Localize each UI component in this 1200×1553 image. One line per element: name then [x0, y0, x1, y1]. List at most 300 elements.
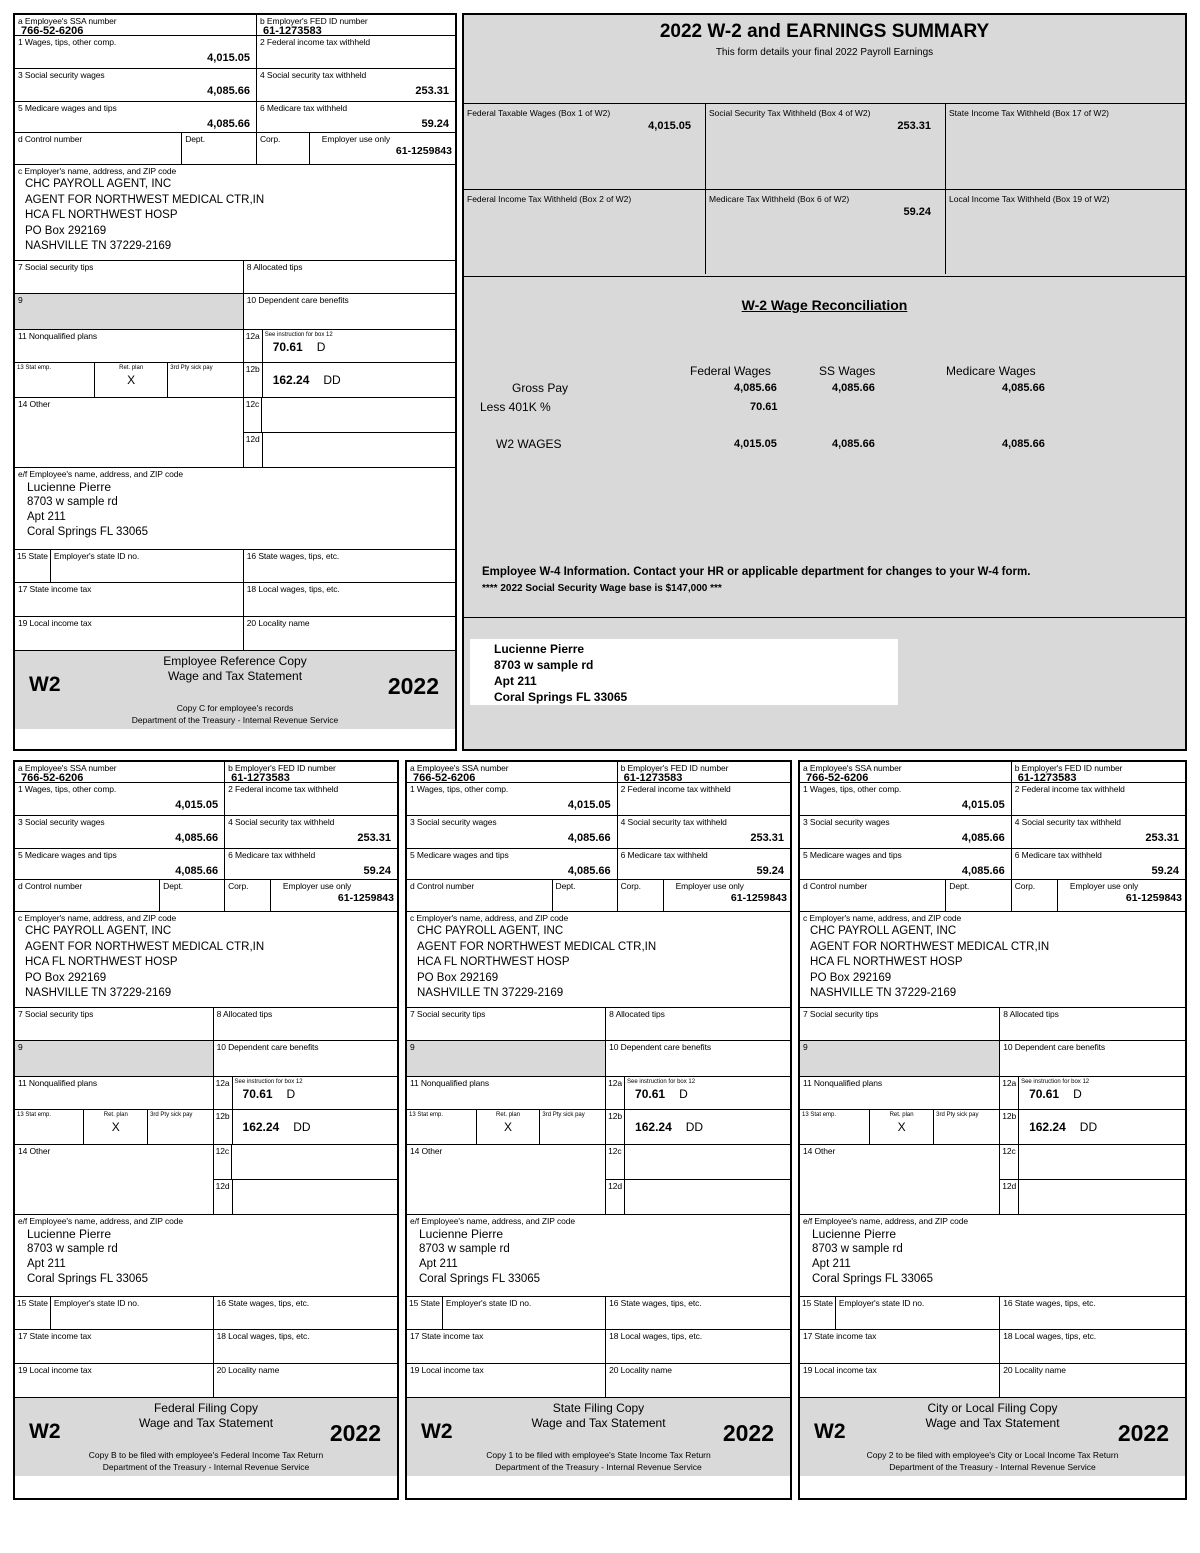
row-15-16: [15, 1297, 397, 1330]
dept-treasury: Department of the Treasury - Internal Revenue Service: [131, 715, 339, 725]
box-17: [407, 1330, 606, 1363]
box-c: [407, 912, 790, 1007]
box-12b-entry: [1019, 1120, 1185, 1134]
medicare-tax-label: Medicare Tax Withheld (Box 6 of W2): [709, 194, 850, 204]
box-12b-label: 12b: [214, 1110, 233, 1144]
row-1-2: [15, 36, 455, 69]
employee-line: 8703 w sample rd: [27, 1243, 118, 1255]
box-12a-entry: [263, 340, 455, 354]
local-tax-label: Local Income Tax Withheld (Box 19 of W2): [949, 194, 1110, 204]
employer-use-label: Employer use only: [675, 881, 744, 891]
box-14-label: 14 Other: [410, 1146, 443, 1156]
box-1-value: 4,015.05: [961, 799, 1005, 811]
row-11-12a: [407, 1077, 790, 1110]
box-ef-label: e/f Employee's name, address, and ZIP code: [18, 469, 183, 479]
ret-plan-checkbox[interactable]: X: [111, 1120, 120, 1134]
box-5-label: 5 Medicare wages and tips: [410, 850, 509, 860]
box-15-label: 15 State: [407, 1297, 443, 1329]
ret-plan-label: Ret. plan: [496, 1112, 521, 1118]
box-7-label: 7 Social security tips: [18, 1009, 94, 1019]
box-ef-label: e/f Employee's name, address, and ZIP code: [18, 1216, 183, 1226]
box-a-label: a Employee's SSA number: [803, 763, 902, 773]
box-12a-entry: [625, 1087, 790, 1101]
box-19-label: 19 Local income tax: [410, 1365, 484, 1375]
box-13: [800, 1110, 1000, 1144]
box-8: [1000, 1008, 1185, 1040]
row-19-20: [407, 1364, 790, 1398]
box-4-label: 4 Social security tax withheld: [1014, 817, 1121, 827]
row-7-8: [15, 261, 455, 294]
box-18-label: 18 Local wages, tips, etc.: [246, 584, 340, 594]
box-8: [214, 1008, 397, 1040]
box-12a-code: D: [679, 1087, 688, 1101]
box-8-label: 8 Allocated tips: [246, 262, 303, 272]
box-5-label: 5 Medicare wages and tips: [18, 850, 117, 860]
copy-instructions: Copy C for employee's records: [176, 703, 294, 713]
box-3: [15, 816, 225, 848]
box-12a-code: D: [316, 340, 326, 354]
box-12a-code: D: [286, 1087, 296, 1101]
sick-pay-label: 3rd Pty sick pay: [150, 1112, 193, 1118]
sick-pay-cell: [934, 1110, 999, 1144]
box-12c: [244, 398, 455, 433]
box-12d: [606, 1180, 790, 1214]
sick-pay-cell: [168, 363, 243, 397]
copy-footer: [15, 702, 455, 726]
row-3-4: [15, 69, 455, 102]
box-19: [407, 1364, 606, 1397]
row-5-6: [15, 849, 397, 880]
box-12b-entry: [233, 1120, 397, 1134]
box-3-label: 3 Social security wages: [18, 70, 105, 80]
employer-line: PO Box 292169: [25, 224, 107, 237]
box-4-label: 4 Social security tax withheld: [228, 817, 335, 827]
box-d-label: d Control number: [410, 881, 475, 891]
w4-note: Employee W-4 Information. Contact your HR or applicable department for changes to your W-4 form.: [482, 566, 1031, 578]
box-18-label: 18 Local wages, tips, etc.: [609, 1331, 702, 1341]
box-12b-amount: 162.24: [272, 373, 310, 387]
row-c: [15, 165, 455, 261]
box-12a-label: 12a: [244, 330, 263, 362]
fed-tax-cell: [464, 190, 706, 274]
box-13-label: 13: [17, 1112, 24, 1118]
box-a: [407, 762, 618, 782]
box-b-label: b Employer's FED ID number: [228, 763, 336, 773]
box-1: [15, 36, 257, 68]
dept-treasury: Department of the Treasury - Internal Revenue Service: [102, 1462, 310, 1472]
box-15-label: 15 State: [15, 1297, 51, 1329]
box-18-label: 18 Local wages, tips, etc.: [1003, 1331, 1097, 1341]
box-employer-use: [271, 880, 397, 911]
box-9-label: 9: [803, 1042, 808, 1052]
box-13-label: 13: [802, 1112, 809, 1118]
box-1-value: 4,015.05: [567, 799, 611, 811]
row-gross-pay: Gross Pay: [512, 381, 569, 395]
employee-line: Lucienne Pierre: [27, 480, 112, 494]
fed-tax-label: Federal Income Tax Withheld (Box 2 of W2): [467, 194, 632, 204]
box-16: [1000, 1297, 1185, 1329]
box-12d: [214, 1180, 397, 1214]
row-11-12a: [15, 330, 455, 363]
row-d: [15, 880, 397, 912]
box-9: [15, 1041, 214, 1076]
employer-use-value: 61-1259843: [1125, 892, 1182, 904]
fed-id-value: 61-1273583: [263, 25, 322, 35]
state-tax-cell: [946, 104, 1185, 190]
box-8-label: 8 Allocated tips: [1003, 1009, 1059, 1019]
row-19-20: [15, 617, 455, 651]
copy-instructions: Copy B to be filed with employee's Federal Income Tax Return: [88, 1450, 324, 1460]
ret-plan-checkbox[interactable]: X: [504, 1120, 513, 1134]
box-3-label: 3 Social security wages: [18, 817, 105, 827]
box-12cd: [244, 398, 455, 467]
box-12d: [244, 433, 455, 467]
box-c: [15, 912, 397, 1007]
box-15: [15, 550, 244, 582]
employee-line: 8703 w sample rd: [27, 496, 118, 508]
employer-line: CHC PAYROLL AGENT, INC: [25, 178, 172, 190]
box-5: [800, 849, 1012, 879]
box-d: [800, 880, 946, 911]
box-a-label: a Employee's SSA number: [18, 763, 117, 773]
box-dept: [553, 880, 618, 911]
box-ef: [15, 1215, 397, 1296]
box-11-label: 11 Nonqualified plans: [18, 331, 98, 341]
box-12d-label: 12d: [214, 1180, 233, 1214]
box-12cd: [1000, 1145, 1185, 1214]
row-14: [15, 398, 455, 468]
box-3-label: 3 Social security wages: [803, 817, 890, 827]
box-12a-amount: 70.61: [242, 1087, 273, 1101]
employer-line: NASHVILLE TN 37229-2169: [810, 987, 957, 999]
state-id-label: Employer's state ID no.: [53, 551, 140, 561]
copy-title: Employee Reference Copy: [163, 654, 307, 668]
box-20: [1000, 1364, 1185, 1397]
ret-plan-cell: [477, 1110, 541, 1144]
box-11-label: 11 Nonqualified plans: [410, 1078, 490, 1088]
box-15-label: 15 State: [800, 1297, 836, 1329]
box-20-label: 20 Locality name: [1003, 1365, 1066, 1375]
row-19-20: [800, 1364, 1185, 1398]
box-5-value: 4,085.66: [207, 118, 250, 130]
state-id-label: Employer's state ID no.: [445, 1298, 532, 1308]
box-12d-label: 12d: [1000, 1180, 1019, 1214]
box-6-label: 6 Medicare tax withheld: [1014, 850, 1102, 860]
form-name: Wage and Tax Statement: [925, 1416, 1060, 1430]
box-12b-code: DD: [1079, 1120, 1098, 1134]
box-dept: [160, 880, 225, 911]
box-12b: [606, 1110, 790, 1144]
state-id-label: Employer's state ID no.: [53, 1298, 140, 1308]
row-5-6: [800, 849, 1185, 880]
employer-address: [15, 177, 455, 255]
earnings-summary: [462, 13, 1187, 751]
row-14: [407, 1145, 790, 1215]
box-c-label: c Employer's name, address, and ZIP code: [803, 913, 962, 923]
col-ss-wages: SS Wages: [819, 364, 876, 378]
w2-label: W2: [421, 1420, 453, 1443]
fed-taxable-value: 4,015.05: [648, 120, 691, 132]
ret-plan-label: Ret. plan: [889, 1112, 914, 1118]
box-1-label: 1 Wages, tips, other comp.: [18, 37, 117, 47]
box-5-label: 5 Medicare wages and tips: [18, 103, 117, 113]
fed-taxable-label: Federal Taxable Wages (Box 1 of W2): [467, 108, 611, 118]
box-3: [800, 816, 1012, 848]
row-17-18: [15, 583, 455, 617]
gross-med: 4,085.66: [1002, 382, 1045, 394]
mail-line: Coral Springs FL 33065: [494, 690, 628, 704]
box-4-value: 253.31: [750, 832, 784, 844]
employer-use-label: Employer use only: [1069, 881, 1139, 891]
summary-divider: [464, 617, 1185, 618]
box-9: [407, 1041, 606, 1076]
employee-line: 8703 w sample rd: [812, 1243, 903, 1255]
employee-line: Apt 211: [27, 1258, 66, 1270]
box-20-label: 20 Locality name: [216, 1365, 280, 1375]
fed-id-value: 61-1273583: [623, 772, 683, 782]
box-12a: [606, 1077, 790, 1109]
box-12c-label: 12c: [214, 1145, 232, 1179]
box-12b: [214, 1110, 397, 1144]
employer-line: CHC PAYROLL AGENT, INC: [417, 925, 564, 937]
stat-emp-text: Stat emp.: [25, 1112, 52, 1118]
box-3-value: 4,085.66: [961, 832, 1005, 844]
box-14-label: 14 Other: [18, 399, 51, 409]
form-name: Wage and Tax Statement: [138, 1416, 274, 1430]
employer-line: AGENT FOR NORTHWEST MEDICAL CTR,IN: [25, 940, 265, 953]
mail-line: Apt 211: [494, 674, 537, 688]
box-20: [244, 617, 455, 650]
ss-tax-cell: [706, 104, 946, 190]
box-18-label: 18 Local wages, tips, etc.: [216, 1331, 310, 1341]
box-7: [15, 261, 244, 293]
employee-line: Coral Springs FL 33065: [419, 1273, 541, 1285]
row-17-18: [407, 1330, 790, 1364]
box-12a-amount: 70.61: [635, 1087, 666, 1101]
box-20: [606, 1364, 790, 1397]
w2-state-filing-copy: [405, 760, 792, 1500]
employer-line: HCA FL NORTHWEST HOSP: [25, 956, 178, 968]
box-2: [257, 36, 455, 68]
box-ef: [15, 468, 455, 549]
box-16: [606, 1297, 790, 1329]
box-13-label: 13: [17, 365, 24, 371]
box-17: [15, 1330, 214, 1363]
box-12a-amount: 70.61: [1029, 1087, 1060, 1101]
box-2-label: 2 Federal income tax withheld: [620, 784, 731, 794]
form-footer: [15, 651, 455, 729]
employee-address: [15, 480, 455, 540]
box-12c: [606, 1145, 790, 1180]
row-7-8: [800, 1008, 1185, 1041]
medicare-tax-cell: [706, 190, 946, 274]
box-12a-entry: [233, 1087, 397, 1101]
box-1-value: 4,015.05: [207, 52, 250, 64]
box-5: [407, 849, 618, 879]
col-medicare-wages: Medicare Wages: [946, 364, 1036, 378]
box-14-label: 14 Other: [18, 1146, 51, 1156]
box-17-label: 17 State income tax: [18, 584, 92, 594]
box-14: [407, 1145, 606, 1214]
mail-line: 8703 w sample rd: [494, 658, 594, 672]
box-a-label: a Employee's SSA number: [410, 763, 509, 773]
box-12c: [1000, 1145, 1185, 1180]
sick-pay-label: 3rd Pty sick pay: [542, 1112, 585, 1118]
w2-federal-filing-copy: [13, 760, 399, 1500]
box-14: [15, 398, 244, 467]
form-name: Wage and Tax Statement: [531, 1416, 666, 1430]
box-17: [800, 1330, 1000, 1363]
k401-fed: 70.61: [750, 401, 778, 413]
employer-use-value: 61-1259843: [337, 892, 394, 904]
row-ef: [407, 1215, 790, 1297]
box-10-label: 10 Dependent care benefits: [1003, 1042, 1106, 1052]
row-13-12b: [800, 1110, 1185, 1145]
box-19-label: 19 Local income tax: [803, 1365, 877, 1375]
box-12a-note: See instruction for box 12: [234, 1079, 303, 1085]
box-12d-label: 12d: [244, 433, 263, 467]
box-12c: [214, 1145, 397, 1180]
box-7: [15, 1008, 214, 1040]
box-b: [618, 762, 790, 782]
box-4-label: 4 Social security tax withheld: [260, 70, 367, 80]
corp-label: Corp.: [620, 881, 641, 891]
box-2: [225, 783, 397, 815]
box-12b-code: DD: [293, 1120, 311, 1134]
box-12b-label: 12b: [244, 363, 263, 397]
box-a: [15, 762, 225, 782]
box-17-label: 17 State income tax: [18, 1331, 92, 1341]
box-d-label: d Control number: [18, 881, 83, 891]
box-d-label: d Control number: [803, 881, 868, 891]
row-1-2: [407, 783, 790, 816]
ret-plan-checkbox[interactable]: X: [127, 373, 136, 387]
row-ef: [15, 468, 455, 550]
stat-emp-label: [15, 1110, 83, 1120]
box-12a-note: See instruction for box 12: [264, 332, 333, 338]
box-19: [800, 1364, 1000, 1397]
row-9-10: [800, 1041, 1185, 1077]
box-c-label: c Employer's name, address, and ZIP code: [18, 166, 177, 176]
box-15: [800, 1297, 1000, 1329]
box-6-value: 59.24: [756, 865, 784, 877]
box-c: [15, 165, 455, 260]
employee-line: Coral Springs FL 33065: [812, 1273, 934, 1285]
box-corp: [1012, 880, 1058, 911]
dept-treasury: Department of the Treasury - Internal Revenue Service: [889, 1462, 1096, 1472]
tax-year: 2022: [329, 1420, 381, 1446]
box-ef: [407, 1215, 790, 1296]
row-ids: [407, 762, 790, 783]
box-3-value: 4,085.66: [207, 85, 250, 97]
box-5-value: 4,085.66: [961, 865, 1005, 877]
ret-plan-checkbox[interactable]: X: [897, 1120, 906, 1134]
stat-emp-label: [407, 1110, 476, 1120]
box-1-label: 1 Wages, tips, other comp.: [803, 784, 902, 794]
tax-year: 2022: [387, 673, 439, 699]
box-18: [214, 1330, 397, 1363]
employer-line: PO Box 292169: [25, 971, 107, 984]
form-footer: [15, 1398, 397, 1476]
box-c: [800, 912, 1185, 1007]
employee-line: Apt 211: [419, 1258, 458, 1270]
w2-label: W2: [29, 673, 61, 696]
box-b-label: b Employer's FED ID number: [260, 16, 368, 26]
box-12c-label: 12c: [1000, 1145, 1018, 1179]
dept-label: Dept.: [949, 881, 970, 891]
box-ef-label: e/f Employee's name, address, and ZIP code: [803, 1216, 968, 1226]
box-7-label: 7 Social security tips: [410, 1009, 486, 1019]
box-10-label: 10 Dependent care benefits: [609, 1042, 711, 1052]
box-12b-entry: [263, 373, 455, 387]
box-12c-label: 12c: [606, 1145, 624, 1179]
employer-use-value: 61-1259843: [730, 892, 787, 904]
ss-tax-value: 253.31: [897, 120, 931, 132]
row-7-8: [407, 1008, 790, 1041]
ret-plan-label: Ret. plan: [103, 1112, 128, 1118]
dept-label: Dept.: [185, 134, 206, 144]
copy-title: Federal Filing Copy: [153, 1401, 259, 1415]
box-12b-label: 12b: [1000, 1110, 1019, 1144]
ret-plan-label: Ret. plan: [119, 365, 144, 371]
box-10-label: 10 Dependent care benefits: [216, 1042, 319, 1052]
employer-line: HCA FL NORTHWEST HOSP: [417, 956, 570, 968]
employer-line: CHC PAYROLL AGENT, INC: [810, 925, 957, 937]
box-16-label: 16 State wages, tips, etc.: [216, 1298, 309, 1308]
box-12a-amount: 70.61: [272, 340, 303, 354]
box-11: [15, 330, 244, 362]
box-9-label: 9: [410, 1042, 415, 1052]
row-14: [15, 1145, 397, 1215]
box-4-value: 253.31: [415, 85, 449, 97]
employee-line: Lucienne Pierre: [419, 1227, 504, 1241]
box-6-value: 59.24: [1151, 865, 1179, 877]
row-9-10: [15, 1041, 397, 1077]
box-16: [214, 1297, 397, 1329]
employer-use-label: Employer use only: [321, 134, 391, 144]
copy-instructions: Copy 2 to be filed with employee's City or Local Income Tax Return: [866, 1450, 1119, 1460]
employer-line: AGENT FOR NORTHWEST MEDICAL CTR,IN: [417, 940, 657, 953]
box-1-label: 1 Wages, tips, other comp.: [18, 784, 117, 794]
dept-label: Dept.: [555, 881, 576, 891]
box-12b-label: 12b: [606, 1110, 625, 1144]
box-5-value: 4,085.66: [567, 865, 611, 877]
employer-line: HCA FL NORTHWEST HOSP: [25, 209, 178, 221]
employer-line: HCA FL NORTHWEST HOSP: [810, 956, 963, 968]
gross-ss: 4,085.66: [832, 382, 875, 394]
box-4-value: 253.31: [1145, 832, 1179, 844]
box-12b-code: DD: [685, 1120, 704, 1134]
sick-pay-label: 3rd Pty sick pay: [936, 1112, 979, 1118]
state-id-label: Employer's state ID no.: [838, 1298, 925, 1308]
row-11-12a: [15, 1077, 397, 1110]
copy-instructions: Copy 1 to be filed with employee's State Income Tax Return: [486, 1450, 711, 1460]
w2-label: W2: [814, 1420, 846, 1443]
copy-footer: [15, 1449, 397, 1473]
box-14-label: 14 Other: [803, 1146, 836, 1156]
box-5: [15, 102, 257, 132]
box-5-label: 5 Medicare wages and tips: [803, 850, 902, 860]
box-a: [800, 762, 1012, 782]
box-12d-label: 12d: [606, 1180, 625, 1214]
summary-subtitle: This form details your final 2022 Payroll Earnings: [715, 47, 934, 58]
box-12a-entry: [1019, 1087, 1185, 1101]
box-12a-label: 12a: [606, 1077, 625, 1109]
employer-line: AGENT FOR NORTHWEST MEDICAL CTR,IN: [25, 193, 265, 206]
employer-line: NASHVILLE TN 37229-2169: [25, 987, 172, 999]
row-5-6: [15, 102, 455, 133]
sick-pay-cell: [540, 1110, 605, 1144]
